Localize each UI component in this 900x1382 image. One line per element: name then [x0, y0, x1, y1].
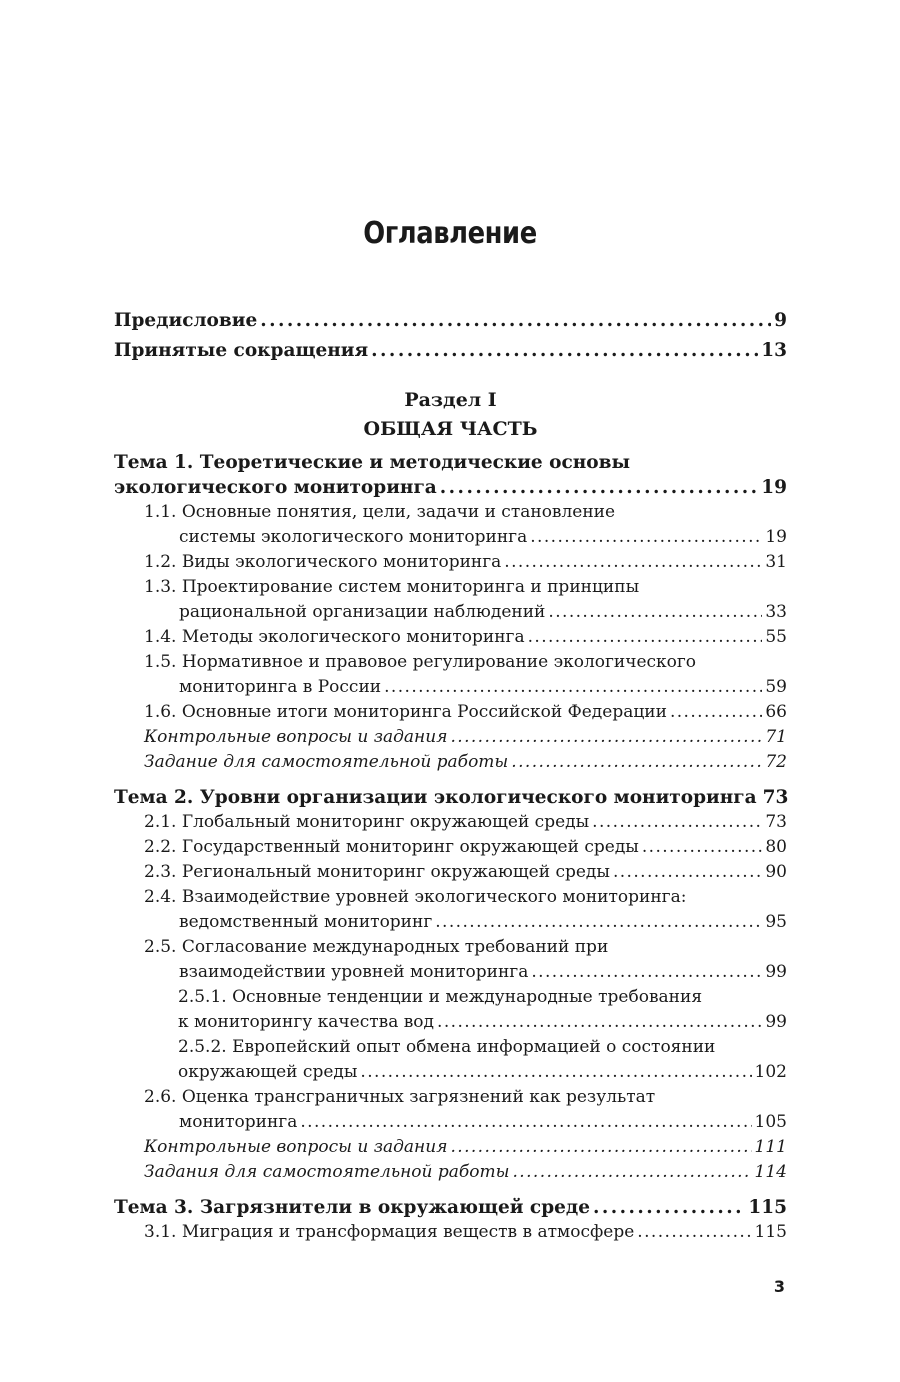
leader-dots — [300, 1110, 751, 1135]
item-title-line2: взаимодействии уровней мониторинга — [179, 962, 529, 982]
leader-dots — [642, 835, 763, 860]
item-title-line1: 1.1. Основные понятия, цели, задачи и становление — [144, 502, 616, 522]
toc-item-2-5[interactable] — [114, 935, 787, 985]
toc-entry-preface[interactable] — [114, 306, 787, 336]
theme-title-line2: экологического мониторинга — [114, 477, 437, 498]
entry-page: 13 — [761, 340, 787, 361]
item-title-line2: мониторинга — [179, 1112, 298, 1132]
item-page: 55 — [765, 627, 787, 647]
item-page: 59 — [765, 677, 787, 697]
leader-dots — [450, 1135, 751, 1160]
item-title-line1: 1.5. Нормативное и правовое регулирование экологического — [144, 652, 697, 672]
item-page: 105 — [754, 1112, 787, 1132]
leader-dots — [511, 750, 762, 775]
theme-3-heading[interactable] — [114, 1195, 787, 1220]
item-title: 3.1. Миграция и трансформация веществ в атмосфере — [144, 1222, 635, 1242]
leader-dots — [450, 725, 762, 750]
page-number: 3 — [773, 1277, 785, 1296]
toc-item-1-2[interactable] — [114, 550, 787, 575]
leader-dots — [613, 860, 762, 885]
item-title-line2: ведомственный мониторинг — [179, 912, 433, 932]
leader-dots — [260, 306, 771, 336]
item-page: 73 — [765, 812, 787, 832]
item-title-line1: 2.4. Взаимодействие уровней экологического мониторинга: — [144, 887, 687, 907]
leader-dots — [637, 1220, 751, 1245]
theme-1-heading[interactable] — [114, 450, 787, 500]
toc-item-2-5-1[interactable] — [114, 985, 787, 1035]
item-title: 2.3. Региональный мониторинг окружающей среды — [144, 862, 610, 882]
item-page: 99 — [765, 962, 787, 982]
theme-title: Тема 2. Уровни организации экологического мониторинга — [114, 787, 757, 808]
leader-dots — [504, 550, 762, 575]
toc-item-1-6[interactable] — [114, 700, 787, 725]
item-page: 95 — [765, 912, 787, 932]
toc-item-3-1[interactable] — [114, 1220, 787, 1245]
leader-dots — [548, 600, 762, 625]
toc-item-2-questions[interactable] — [114, 1135, 787, 1160]
item-title-line1: 2.6. Оценка трансграничных загрязнений как результат — [144, 1087, 656, 1107]
theme-page: 115 — [748, 1197, 787, 1218]
section-title: ОБЩАЯ ЧАСТЬ — [363, 418, 538, 440]
item-page: 31 — [765, 552, 787, 572]
leader-dots — [528, 625, 763, 650]
item-page: 19 — [765, 527, 787, 547]
theme-page: 19 — [761, 477, 787, 498]
table-of-contents — [114, 306, 787, 1245]
toc-item-1-3[interactable] — [114, 575, 787, 625]
item-title: Контрольные вопросы и задания — [144, 727, 448, 747]
theme-title-line1: Тема 1. Теоретические и методические основы — [114, 452, 631, 473]
toc-item-2-2[interactable] — [114, 835, 787, 860]
item-page: 115 — [754, 1222, 787, 1242]
entry-label: Предисловие — [114, 310, 258, 331]
item-title: 2.2. Государственный мониторинг окружающей среды — [144, 837, 639, 857]
leader-dots — [440, 475, 758, 500]
item-page: 99 — [765, 1012, 787, 1032]
item-page: 114 — [754, 1162, 787, 1182]
leader-dots — [371, 336, 758, 366]
item-title-line1: 1.3. Проектирование систем мониторинга и принципы — [144, 577, 640, 597]
toc-item-2-tasks[interactable] — [114, 1160, 787, 1185]
toc-item-1-questions[interactable] — [114, 725, 787, 750]
toc-item-1-4[interactable] — [114, 625, 787, 650]
leader-dots — [530, 525, 762, 550]
item-title: Контрольные вопросы и задания — [144, 1137, 448, 1157]
item-title: 1.6. Основные итоги мониторинга Российской Федерации — [144, 702, 667, 722]
toc-item-2-1[interactable] — [114, 810, 787, 835]
item-title: Задание для самостоятельной работы — [144, 752, 509, 772]
toc-item-1-task[interactable] — [114, 750, 787, 775]
item-page: 90 — [765, 862, 787, 882]
item-title-line1: 2.5.2. Европейский опыт обмена информацией о состоянии — [178, 1037, 716, 1057]
item-page: 80 — [765, 837, 787, 857]
item-title-line1: 2.5. Согласование международных требований при — [144, 937, 609, 957]
theme-title: Тема 3. Загрязнители в окружающей среде — [114, 1197, 590, 1218]
toc-item-2-5-2[interactable] — [114, 1035, 787, 1085]
leader-dots — [360, 1060, 751, 1085]
item-title-line2: системы экологического мониторинга — [179, 527, 528, 547]
item-title: 2.1. Глобальный мониторинг окружающей среды — [144, 812, 590, 832]
leader-dots — [531, 960, 762, 985]
toc-item-1-5[interactable] — [114, 650, 787, 700]
leader-dots — [512, 1160, 751, 1185]
item-title-line2: к мониторингу качества вод — [178, 1012, 435, 1032]
leader-dots — [592, 810, 762, 835]
item-title-line2: мониторинга в России — [179, 677, 382, 697]
section-number: Раздел I — [404, 389, 497, 411]
toc-item-2-4[interactable] — [114, 885, 787, 935]
leader-dots — [593, 1195, 745, 1220]
item-title-line2: окружающей среды — [178, 1062, 358, 1082]
leader-dots — [670, 700, 762, 725]
toc-entry-abbreviations[interactable] — [114, 336, 787, 366]
item-page: 72 — [765, 752, 787, 772]
item-title: 1.4. Методы экологического мониторинга — [144, 627, 525, 647]
item-title: 1.2. Виды экологического мониторинга — [144, 552, 502, 572]
leader-dots — [437, 1010, 762, 1035]
item-page: 111 — [754, 1137, 787, 1157]
page-title: Оглавление — [363, 216, 537, 251]
toc-item-2-6[interactable] — [114, 1085, 787, 1135]
item-page: 66 — [765, 702, 787, 722]
entry-page: 9 — [774, 310, 787, 331]
item-title-line1: 2.5.1. Основные тенденции и международные требования — [178, 987, 703, 1007]
leader-dots — [435, 910, 762, 935]
theme-page: 73 — [762, 787, 789, 808]
item-page: 102 — [754, 1062, 787, 1082]
entry-label: Принятые сокращения — [114, 340, 369, 361]
item-title: Задания для самостоятельной работы — [144, 1162, 510, 1182]
toc-item-1-1[interactable] — [114, 500, 787, 550]
item-page: 33 — [765, 602, 787, 622]
leader-dots — [384, 675, 762, 700]
theme-2-heading[interactable] — [114, 785, 787, 810]
item-page: 71 — [765, 727, 787, 747]
toc-item-2-3[interactable] — [114, 860, 787, 885]
item-title-line2: рациональной организации наблюдений — [179, 602, 546, 622]
